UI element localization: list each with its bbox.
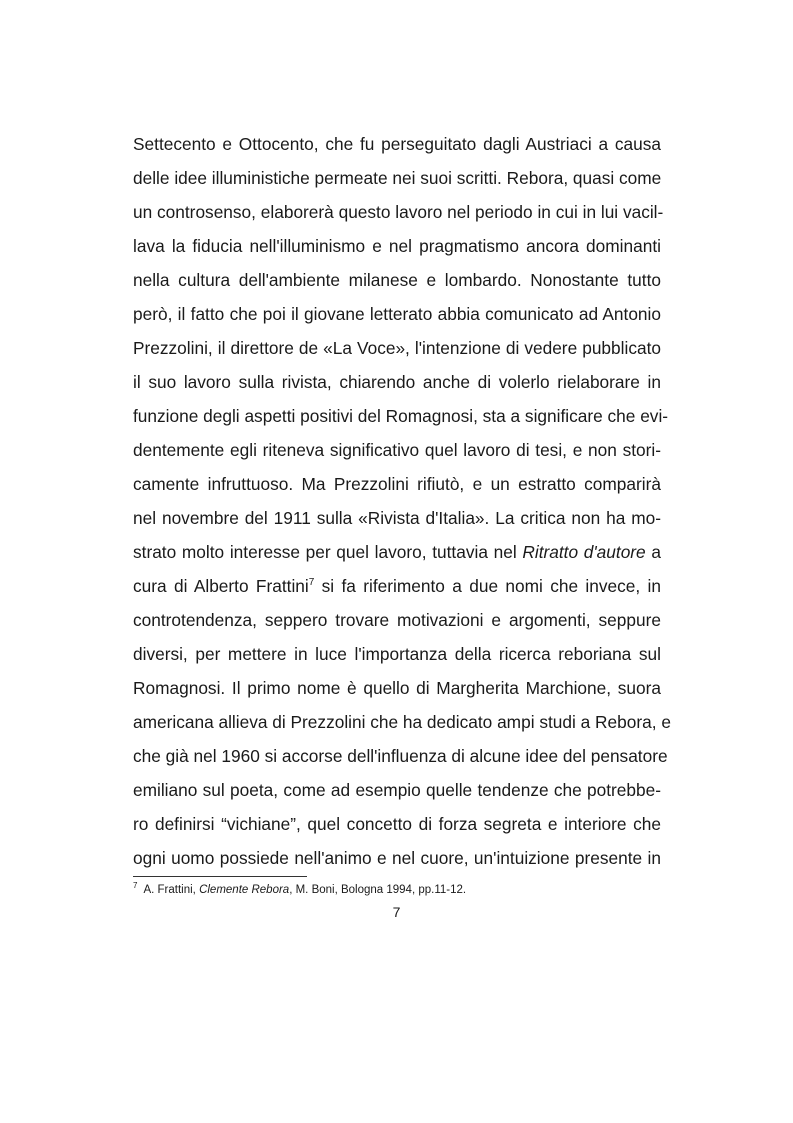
page-number: 7 [392, 904, 401, 920]
body-paragraph [133, 127, 671, 875]
footnote-number: 7 [133, 881, 138, 890]
text-line: americana allieva di Prezzolini che ha dedicato ampi studi a Rebora, e [133, 712, 671, 732]
text-line: un controsenso, elaborerà questo lavoro nel periodo in cui in lui vacil- [133, 202, 664, 222]
text-segment: si fa riferimento a due nomi che invece, in [314, 576, 661, 596]
footnote-author: A. Frattini, [143, 883, 200, 896]
text-line: lava la fiducia nell'illuminismo e nel pragmatismo ancora dominanti [133, 236, 661, 256]
footnote-publication: , M. Boni, Bologna 1994, pp.11-12. [289, 883, 467, 896]
text-line: ro definirsi “vichiane”, quel concetto di forza segreta e interiore che [133, 814, 661, 834]
italic-book-title: Ritratto d'autore [522, 542, 646, 562]
text-line: però, il fatto che poi il giovane letterato abbia comunicato ad Antonio [133, 304, 661, 324]
text-line: Settecento e Ottocento, che fu perseguitato dagli Austriaci a causa [133, 134, 661, 154]
text-segment: a [645, 542, 661, 562]
footnote-separator [133, 876, 307, 877]
footnote-reference[interactable]: 7 [308, 577, 315, 589]
text-line: Prezzolini, il direttore de «La Voce», l'intenzione di vedere pubblicato [133, 338, 661, 358]
text-line: dentemente egli riteneva significativo quel lavoro di tesi, e non stori- [133, 440, 661, 460]
text-line-with-footnote-ref [133, 569, 661, 603]
text-segment: cura di Alberto Frattini [133, 576, 309, 596]
text-segment: strato molto interesse per quel lavoro, tuttavia nel [133, 542, 517, 562]
text-line: Romagnosi. Il primo nome è quello di Margherita Marchione, suora [133, 678, 661, 698]
text-line: funzione degli aspetti positivi del Romagnosi, sta a significare che evi- [133, 406, 669, 426]
text-line: che già nel 1960 si accorse dell'influenza di alcune idee del pensatore [133, 746, 668, 766]
text-line: ogni uomo possiede nell'animo e nel cuore, un'intuizione presente in [133, 848, 661, 868]
text-line: nel novembre del 1911 sulla «Rivista d'Italia». La critica non ha mo- [133, 508, 661, 528]
text-line-with-italic-title [133, 535, 661, 569]
footnote-title: Clemente Rebora [199, 883, 290, 896]
footnote [133, 878, 466, 898]
text-line: controtendenza, seppero trovare motivazioni e argomenti, seppure [133, 610, 661, 630]
text-line: diversi, per mettere in luce l'importanza della ricerca reboriana sul [133, 644, 661, 664]
text-line: emiliano sul poeta, come ad esempio quelle tendenze che potrebbe- [133, 780, 661, 800]
text-line: camente infruttuoso. Ma Prezzolini rifiutò, e un estratto comparirà [133, 474, 661, 494]
text-line: delle idee illuministiche permeate nei suoi scritti. Rebora, quasi come [133, 168, 662, 188]
text-line: nella cultura dell'ambiente milanese e lombardo. Nonostante tutto [133, 270, 661, 290]
text-line: il suo lavoro sulla rivista, chiarendo anche di volerlo rielaborare in [133, 372, 661, 392]
